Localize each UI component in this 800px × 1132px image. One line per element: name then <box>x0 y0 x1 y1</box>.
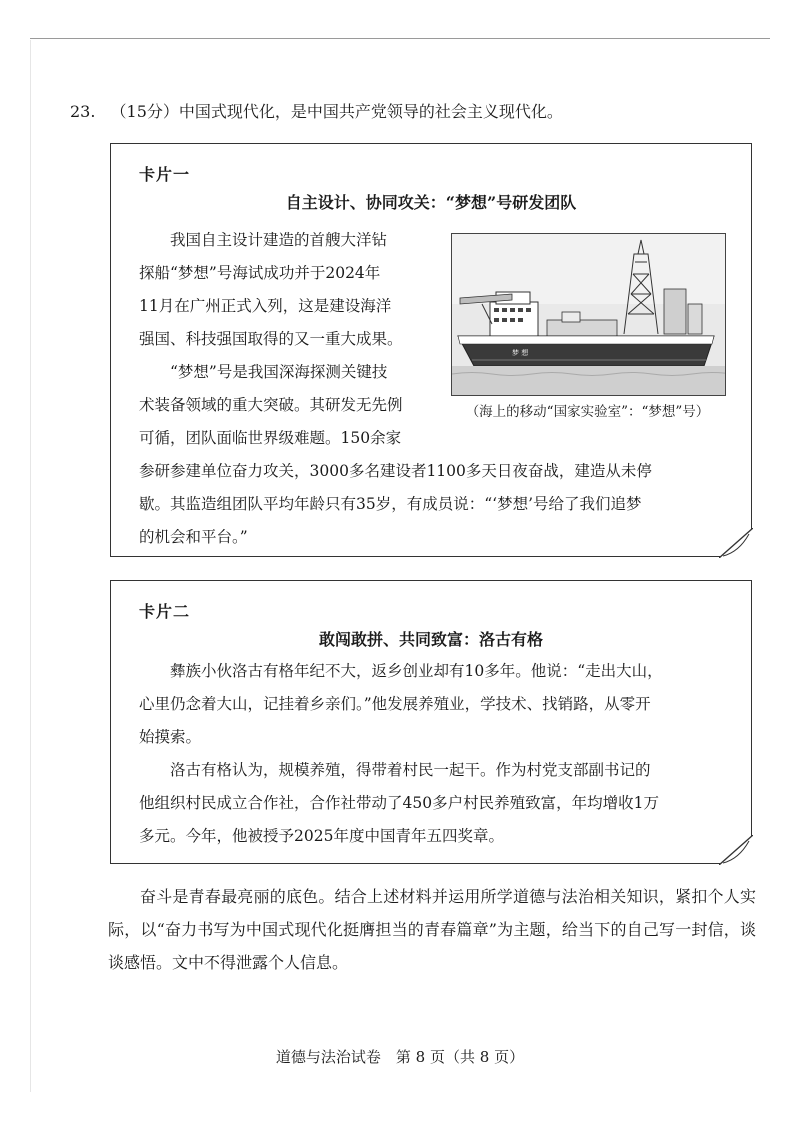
text-line: 始摸索。 <box>139 728 202 746</box>
card-two <box>110 580 752 864</box>
question-heading <box>70 100 563 124</box>
text-line: “梦想”号是我国深海探测关键技 <box>139 363 388 381</box>
ship-photo <box>451 233 726 396</box>
text-line: 术装备领域的重大突破。其研发无先例 <box>139 396 403 414</box>
page-curl-corner-icon <box>719 528 753 558</box>
text-line: 他组织村民成立合作社，合作社带动了450多户村民养殖致富，年均增收1万 <box>139 794 659 812</box>
card-two-title: 敢闯敢拼、共同致富：洛古有格 <box>318 630 543 649</box>
text-line: 参研参建单位奋力攻关，3000多名建设者1100多天日夜奋战，建造从未停 <box>139 462 652 480</box>
text-line: 歇。其监造组团队平均年龄只有35岁，有成员说：“‘梦想’号给了我们追梦 <box>139 495 642 513</box>
photo-caption: （海上的移动“国家实验室”：“梦想”号） <box>465 404 710 420</box>
drilling-ship-illustration <box>452 234 725 395</box>
text-line: 彝族小伙洛古有格年纪不大，返乡创业却有10多年。他说：“走出大山， <box>139 662 663 680</box>
question-text: （15分）中国式现代化，是中国共产党领导的社会主义现代化。 <box>110 102 563 121</box>
text-line: 可循，团队面临世界级难题。150余家 <box>139 429 402 447</box>
card-two-label: 卡片二 <box>139 602 191 621</box>
question-number: 23. <box>70 102 96 121</box>
left-rule <box>30 40 31 1092</box>
card-one-label: 卡片一 <box>139 165 191 184</box>
top-rule <box>30 38 770 39</box>
text-line: 11月在广州正式入列，这是建设海洋 <box>139 297 392 315</box>
task-instructions <box>108 880 756 979</box>
card-two-text <box>139 655 729 853</box>
card-one-text-full <box>139 455 729 554</box>
page-curl-corner-icon <box>719 835 753 865</box>
text-line: 洛古有格认为，规模养殖，得带着村民一起干。作为村党支部副书记的 <box>139 761 651 779</box>
text-line: 的机会和平台。” <box>139 528 248 546</box>
text-line: 心里仍念着大山，记挂着乡亲们。”他发展养殖业，学技术、找销路，从零开 <box>139 695 651 713</box>
text-line: 多元。今年，他被授予2025年度中国青年五四奖章。 <box>139 827 504 845</box>
card-one <box>110 143 752 557</box>
card-one-text-left <box>139 224 439 455</box>
text-line: 强国、科技强国取得的又一重大成果。 <box>139 330 403 348</box>
task-text: 奋斗是青春最亮丽的底色。结合上述材料并运用所学道德与法治相关知识，紧扣个人实际，以“奋力书写为中国式现代化挺膺担当的青春篇章”为主题，给当下的自己写一封信，谈谈感悟。文中不得泄露个人信息。 <box>108 887 756 972</box>
text-line: 探船“梦想”号海试成功并于2024年 <box>139 264 381 282</box>
page-footer: 道德与法治试卷 第 8 页（共 8 页） <box>275 1048 525 1066</box>
text-line: 我国自主设计建造的首艘大洋钻 <box>139 231 388 249</box>
card-one-title: 自主设计、协同攻关：“梦想”号研发团队 <box>285 193 577 212</box>
ship-name-text: 梦 想 <box>512 349 529 357</box>
